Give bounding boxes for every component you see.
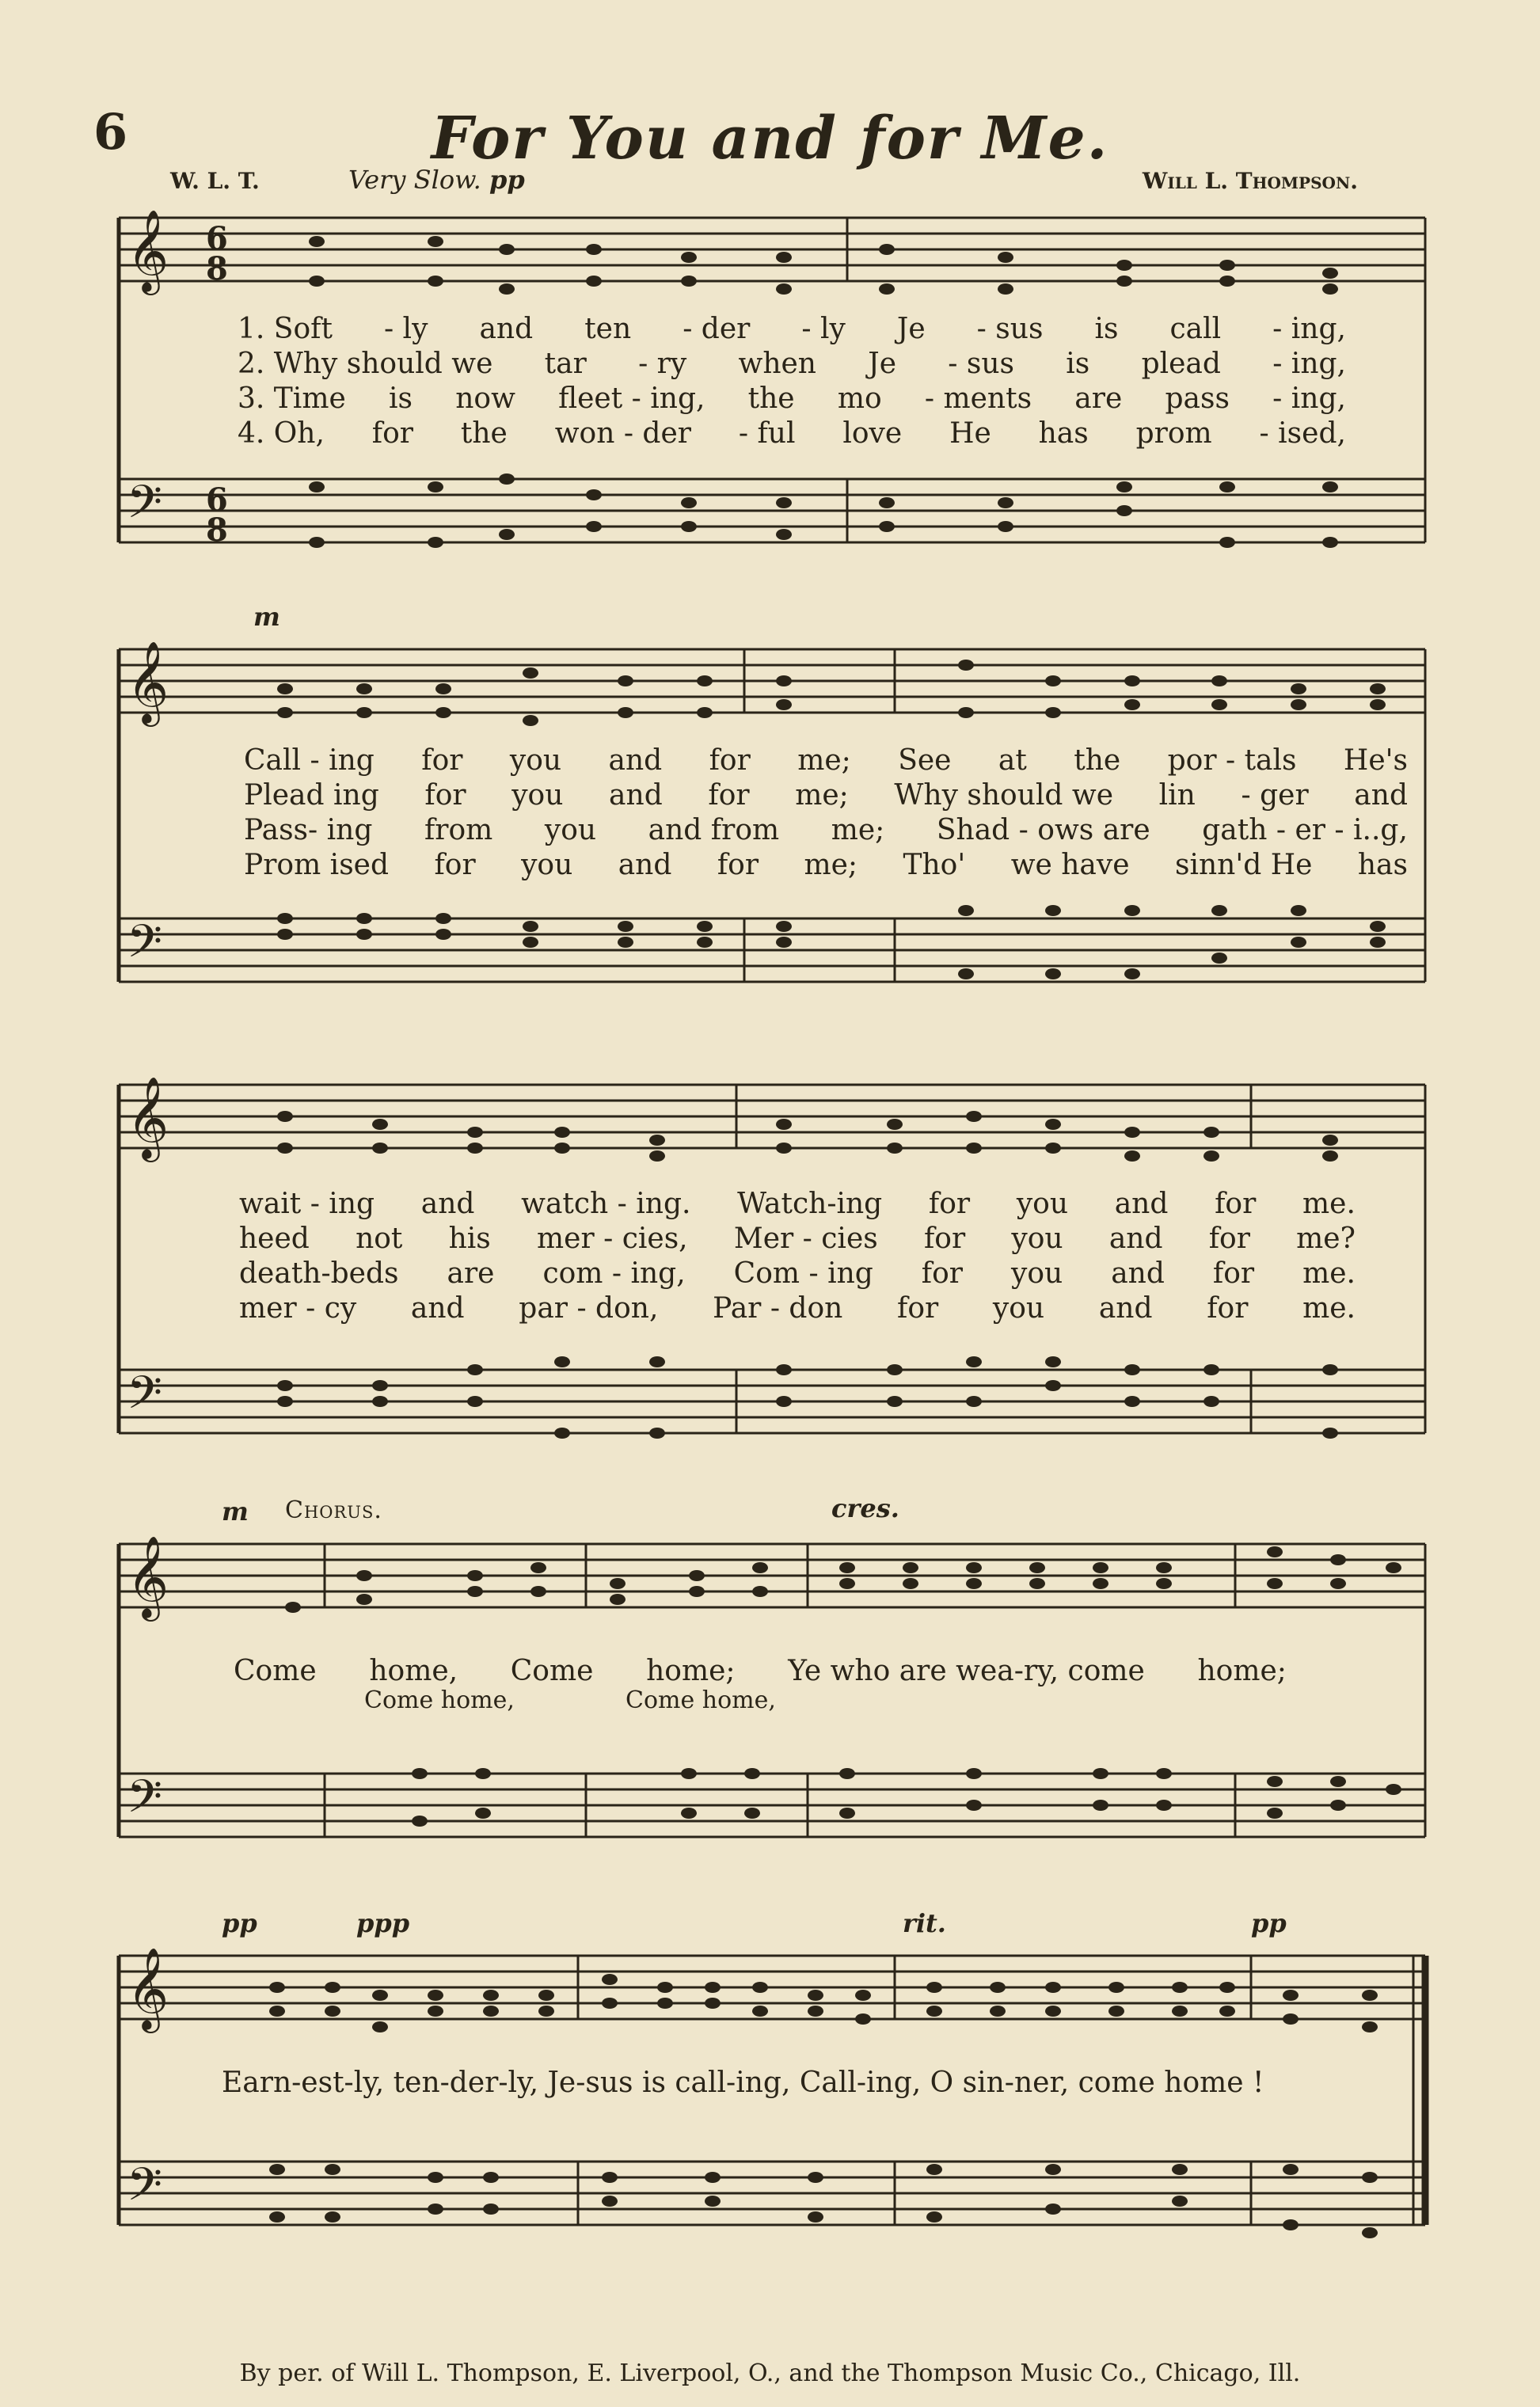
music-system-2 bbox=[103, 602, 1425, 1037]
verse-line-2: Plead ing for you and for me; Why should we lin - ger and bbox=[244, 779, 1408, 812]
treble-clef-icon: 𝄞 bbox=[127, 641, 169, 724]
tempo-marking bbox=[348, 165, 525, 195]
dynamic-pp: pp bbox=[222, 1908, 257, 1938]
tempo-dynamic: pp bbox=[489, 165, 525, 195]
dynamic-pp-end: pp bbox=[1251, 1908, 1287, 1938]
page-number: 6 bbox=[93, 103, 128, 161]
verse-line-4: Prom ised for you and for me; Tho' we have sinn'd He has bbox=[244, 849, 1408, 881]
bass-clef-icon: 𝄢 bbox=[127, 2158, 163, 2223]
treble-clef-icon: 𝄞 bbox=[127, 1076, 169, 1159]
bass-clef-icon: 𝄢 bbox=[127, 1366, 163, 1431]
publisher-footer: By per. of Will L. Thompson, E. Liverpool, O., and the Thompson Music Co., Chicago, Ill. bbox=[239, 2359, 1301, 2387]
music-system-chorus bbox=[103, 1493, 1425, 1892]
dynamic-marking: m bbox=[253, 602, 280, 632]
verse-line-2: heed not his mer - cies, Mer - cies for you and for me? bbox=[239, 1223, 1356, 1255]
composer-credit: Will L. Thompson. bbox=[1142, 168, 1358, 194]
verse-line-3: death-beds are com - ing, Com - ing for you and for me. bbox=[239, 1257, 1356, 1290]
verse-line-1: Call - ing for you and for me; See at the por - tals He's bbox=[244, 744, 1408, 777]
chorus-label: Chorus. bbox=[285, 1496, 382, 1524]
music-system-3 bbox=[103, 1061, 1425, 1473]
bass-clef-icon: 𝄢 bbox=[127, 1770, 163, 1835]
tempo-text: Very Slow. bbox=[348, 165, 481, 195]
staff-pair-5 bbox=[103, 1924, 1425, 2296]
treble-clef-icon: 𝄞 bbox=[127, 209, 169, 292]
verse-line-1: wait - ing and watch - ing. Watch-ing for you and for me. bbox=[239, 1188, 1356, 1220]
verse-line-3: 3. Time is now fleet - ing, the mo - ments are pass - ing, bbox=[238, 382, 1346, 415]
music-system-final bbox=[103, 1908, 1425, 2296]
verse-line-4: mer - cy and par - don, Par - don for you and for me. bbox=[239, 1292, 1356, 1325]
svg-text:8: 8 bbox=[206, 250, 228, 287]
treble-clef-icon: 𝄞 bbox=[127, 1535, 169, 1618]
chorus-lyrics: Come home, Come home; Ye who are wea-ry, come home; bbox=[234, 1655, 1287, 1687]
verse-line-2: 2. Why should we tar - ry when Je - sus is plead - ing, bbox=[238, 348, 1346, 380]
svg-text:8: 8 bbox=[206, 511, 228, 549]
chorus-echo-2: Come home, bbox=[626, 1686, 776, 1714]
svg-text:6: 6 bbox=[206, 481, 228, 519]
verse-line-1: 1. Soft - ly and ten - der - ly Je - sus is call - ing, bbox=[238, 313, 1346, 345]
verse-line-4: 4. Oh, for the won - der - ful love He has prom - ised, bbox=[238, 417, 1346, 450]
ritardando-marking: rit. bbox=[903, 1908, 946, 1938]
treble-clef-icon: 𝄞 bbox=[127, 1947, 169, 2030]
chorus-dynamic: m bbox=[222, 1496, 249, 1527]
crescendo-marking: cres. bbox=[831, 1493, 899, 1523]
svg-text:6: 6 bbox=[206, 220, 228, 257]
chorus-echo-1: Come home, bbox=[364, 1686, 515, 1714]
dynamic-ppp: ppp bbox=[356, 1908, 410, 1938]
final-lyrics: Earn-est-ly, ten-der-ly, Je-sus is call-ing, Call-ing, O sin-ner, come home ! bbox=[222, 2067, 1264, 2099]
page-title: For You and for Me. bbox=[431, 105, 1109, 173]
verse-line-3: Pass- ing from you and from me; Shad - ows are gath - er - i..g, bbox=[244, 814, 1408, 846]
music-system-1 bbox=[103, 202, 1425, 606]
bass-clef-icon: 𝄢 bbox=[127, 475, 163, 540]
bass-clef-icon: 𝄢 bbox=[127, 915, 163, 979]
lyricist-credit: W. L. T. bbox=[170, 168, 260, 194]
